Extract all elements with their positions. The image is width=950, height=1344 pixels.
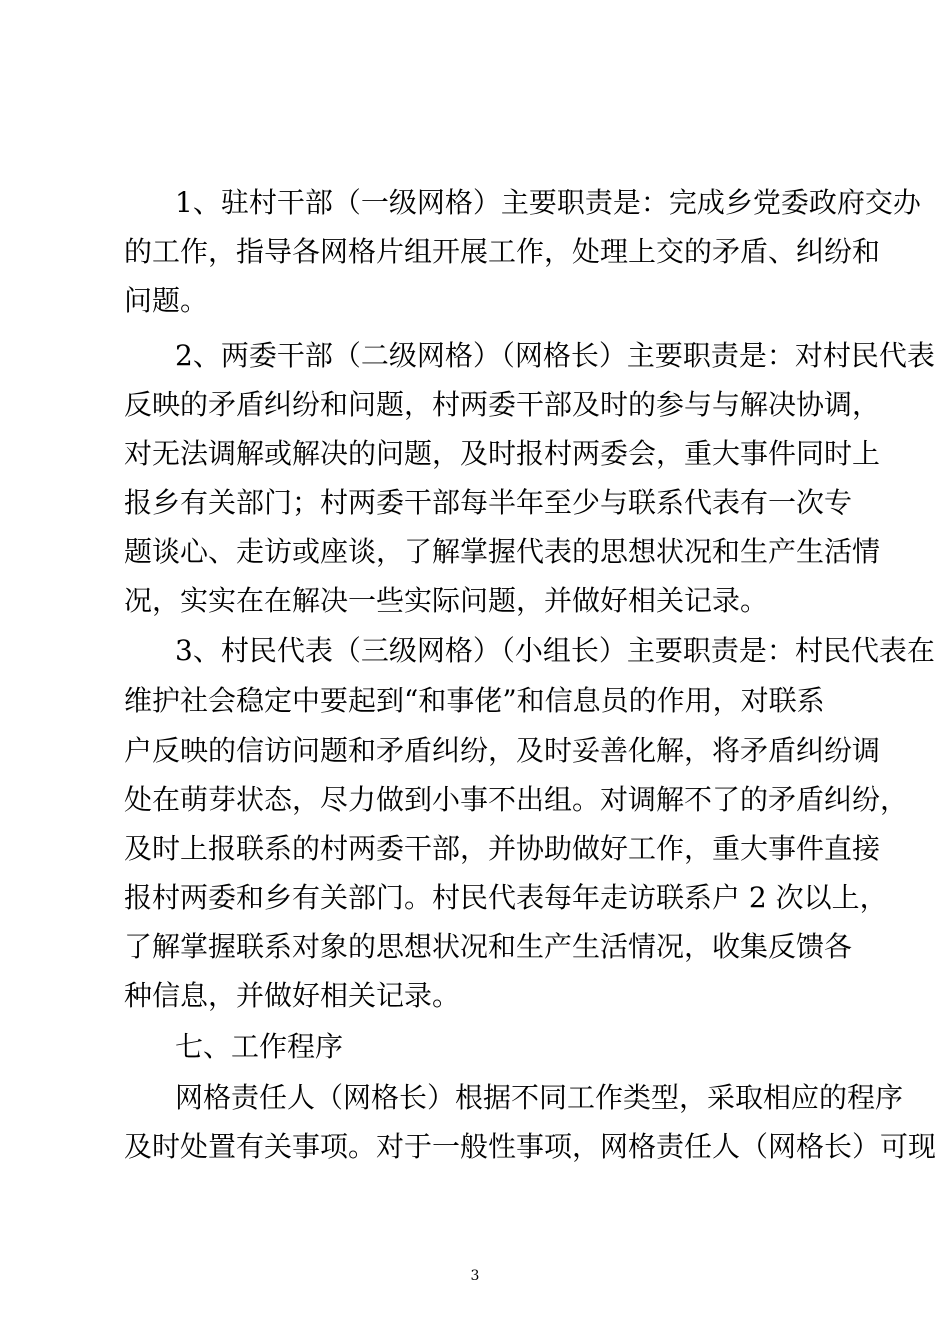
text-line: 报乡有关部门；村两委干部每半年至少与联系代表有一次专: [124, 486, 853, 519]
text-line: 了解掌握联系对象的思想状况和生产生活情况，收集反馈各: [124, 930, 853, 963]
text-line: 及时处置有关事项。对于一般性事项，网格责任人（网格长）可现: [124, 1130, 937, 1163]
text-line: 处在萌芽状态，尽力做到小事不出组。对调解不了的矛盾纠纷，: [124, 783, 909, 816]
text-line: 维护社会稳定中要起到“和事佬”和信息员的作用，对联系: [124, 684, 825, 717]
text-line: 反映的矛盾纠纷和问题，村两委干部及时的参与与解决协调，: [124, 388, 881, 421]
page-number: 3: [470, 1268, 480, 1284]
text-line: 户反映的信访问题和矛盾纠纷，及时妥善化解，将矛盾纠纷调: [124, 734, 881, 767]
text-line: 种信息，并做好相关记录。: [124, 979, 461, 1012]
text-line: 问题。: [124, 284, 209, 317]
text-line: 的工作，指导各网格片组开展工作，处理上交的矛盾、纠纷和: [124, 235, 881, 268]
text-line: 报村两委和乡有关部门。村民代表每年走访联系户 2 次以上，: [124, 881, 888, 914]
text-line: 题谈心、走访或座谈，了解掌握代表的思想状况和生产生活情: [124, 535, 881, 568]
section-heading: 七、工作程序: [175, 1030, 344, 1063]
text-line: 及时上报联系的村两委干部，并协助做好工作，重大事件直接: [124, 832, 881, 865]
text-line: 对无法调解或解决的问题，及时报村两委会，重大事件同时上: [124, 437, 881, 470]
text-line: 3、村民代表（三级网格）（小组长）主要职责是：村民代表在: [175, 634, 935, 667]
text-line: 况，实实在在解决一些实际问题，并做好相关记录。: [124, 584, 769, 617]
text-line: 网格责任人（网格长）根据不同工作类型，采取相应的程序: [175, 1081, 904, 1114]
text-line: 2、两委干部（二级网格）（网格长）主要职责是：对村民代表: [175, 339, 935, 372]
text-line: 1、驻村干部（一级网格）主要职责是：完成乡党委政府交办: [175, 186, 921, 219]
